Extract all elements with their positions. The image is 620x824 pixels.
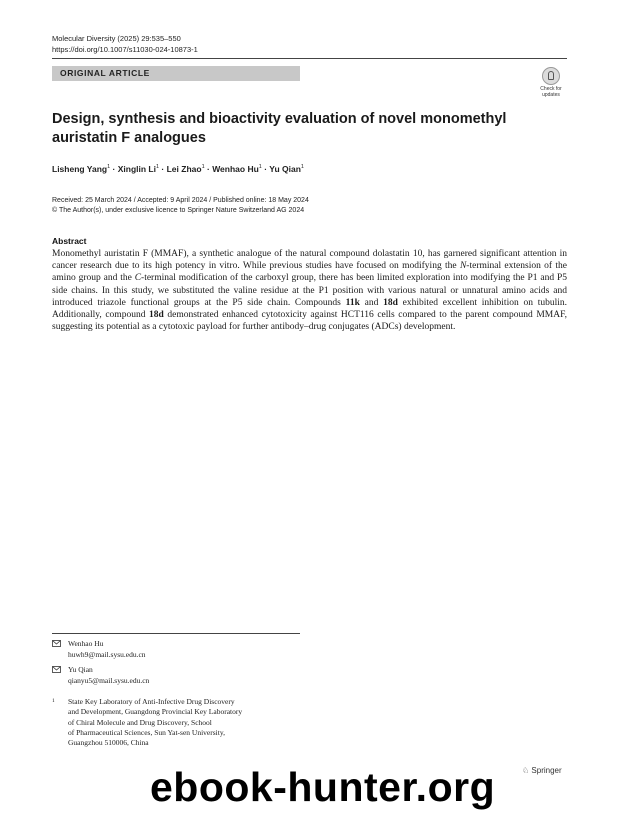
abstract-heading: Abstract: [52, 236, 87, 246]
author-separator: ·: [159, 164, 167, 174]
affiliation-number: 1: [52, 698, 55, 704]
bookmark-icon: [542, 67, 560, 85]
author-separator: ·: [110, 164, 118, 174]
author-affiliation-mark: 1: [258, 164, 262, 171]
envelope-icon: [52, 666, 61, 673]
footnote-rule: [52, 633, 300, 634]
article-type-banner: [52, 66, 300, 81]
article-type-label: ORIGINAL ARTICLE: [60, 68, 150, 78]
author-name[interactable]: Lei Zhao: [166, 164, 202, 174]
doi-link[interactable]: https://doi.org/10.1007/s11030-024-10873-1: [52, 45, 198, 54]
publication-dates: [52, 196, 309, 216]
header-rule: [52, 58, 567, 59]
abstract-segment: 18d: [383, 297, 398, 308]
envelope-icon: [52, 640, 61, 647]
author-list: [52, 164, 304, 174]
abstract-segment: -terminal extension of the amino group and the: [52, 261, 568, 284]
author-name[interactable]: Yu Qian: [269, 164, 301, 174]
copyright-line: © The Author(s), under exclusive licence to Springer Nature Switzerland AG 2024: [52, 207, 305, 214]
check-for-updates-badge[interactable]: [536, 67, 566, 99]
watermark-text: ebook-hunter.org: [150, 764, 496, 810]
abstract-segment: 11k: [345, 297, 360, 308]
author-name[interactable]: Wenhao Hu: [212, 164, 259, 174]
author-affiliation-mark: 1: [300, 164, 304, 171]
affiliation-line: and Development, Guangdong Provincial Key Laboratory: [68, 707, 243, 717]
springer-horse-icon: ♘: [522, 766, 530, 775]
affiliation-line: State Key Laboratory of Anti-Infective Drug Discovery: [68, 697, 235, 706]
author-affiliation-mark: 1: [155, 164, 160, 171]
abstract-segment: -terminal modification of the carboxyl group, there has been limited exploration into modifying the P1 and P5 side chains. In this study, we substituted the valine residue at the P1 position with various natural or unnatural amino acids and introduced triazole functional groups at the P5 side chain. Compounds: [52, 273, 567, 308]
affiliation-line: of Pharmaceutical Sciences, Sun Yat-sen University,: [68, 727, 225, 737]
publisher-logo: [522, 766, 562, 775]
updates-badge-label: Check for updates: [540, 86, 562, 98]
contact-email[interactable]: huwh9@mail.sysu.edu.cn: [68, 649, 146, 659]
journal-header: [52, 33, 198, 55]
abstract-text: [52, 248, 567, 333]
author-affiliation-mark: 1: [201, 164, 205, 171]
author-name[interactable]: Lisheng Yang: [52, 164, 108, 174]
abstract-segment: and: [359, 297, 384, 308]
journal-citation: Molecular Diversity (2025) 29:535–550: [52, 34, 181, 43]
contact-name: Yu Qian: [68, 665, 93, 674]
affiliation-line: of Chiral Molecule and Drug Discovery, School: [68, 717, 212, 727]
abstract-segment: N: [459, 261, 467, 272]
contact-name: Wenhao Hu: [68, 639, 104, 648]
author-affiliation-mark: 1: [107, 164, 111, 171]
affiliation-line: Guangzhou 510006, China: [68, 738, 149, 748]
publisher-name: Springer: [531, 766, 562, 775]
contact-email[interactable]: qianyu5@mail.sysu.edu.cn: [68, 675, 150, 685]
author-separator: ·: [261, 164, 270, 174]
abstract-segment: demonstrated enhanced cytotoxicity against HCT116 cells compared to the parent compound MMAF, suggesting its potential as a cytotoxic payload for further antibody–drug conjugates (ADCs) development.: [52, 310, 567, 333]
author-separator: ·: [204, 164, 213, 174]
abstract-segment: C: [134, 273, 142, 284]
article-title: Design, synthesis and bioactivity evaluation of novel monomethyl auristatin F analogues: [52, 111, 507, 146]
abstract-segment: exhibited excellent inhibition on tubulin. Additionally, compound: [52, 297, 567, 321]
abstract-segment: Monomethyl auristatin F (MMAF), a synthetic analogue of the natural compound dolastatin 10, has garnered significant attention in cancer research due to its high potency in vitro. While previous studies have focused on modifying the: [52, 249, 567, 272]
date-history: Received: 25 March 2024 / Accepted: 9 April 2024 / Published online: 18 May 2024: [52, 197, 309, 204]
abstract-segment: 18d: [149, 310, 164, 321]
author-name[interactable]: Xinglin Li: [117, 164, 156, 174]
